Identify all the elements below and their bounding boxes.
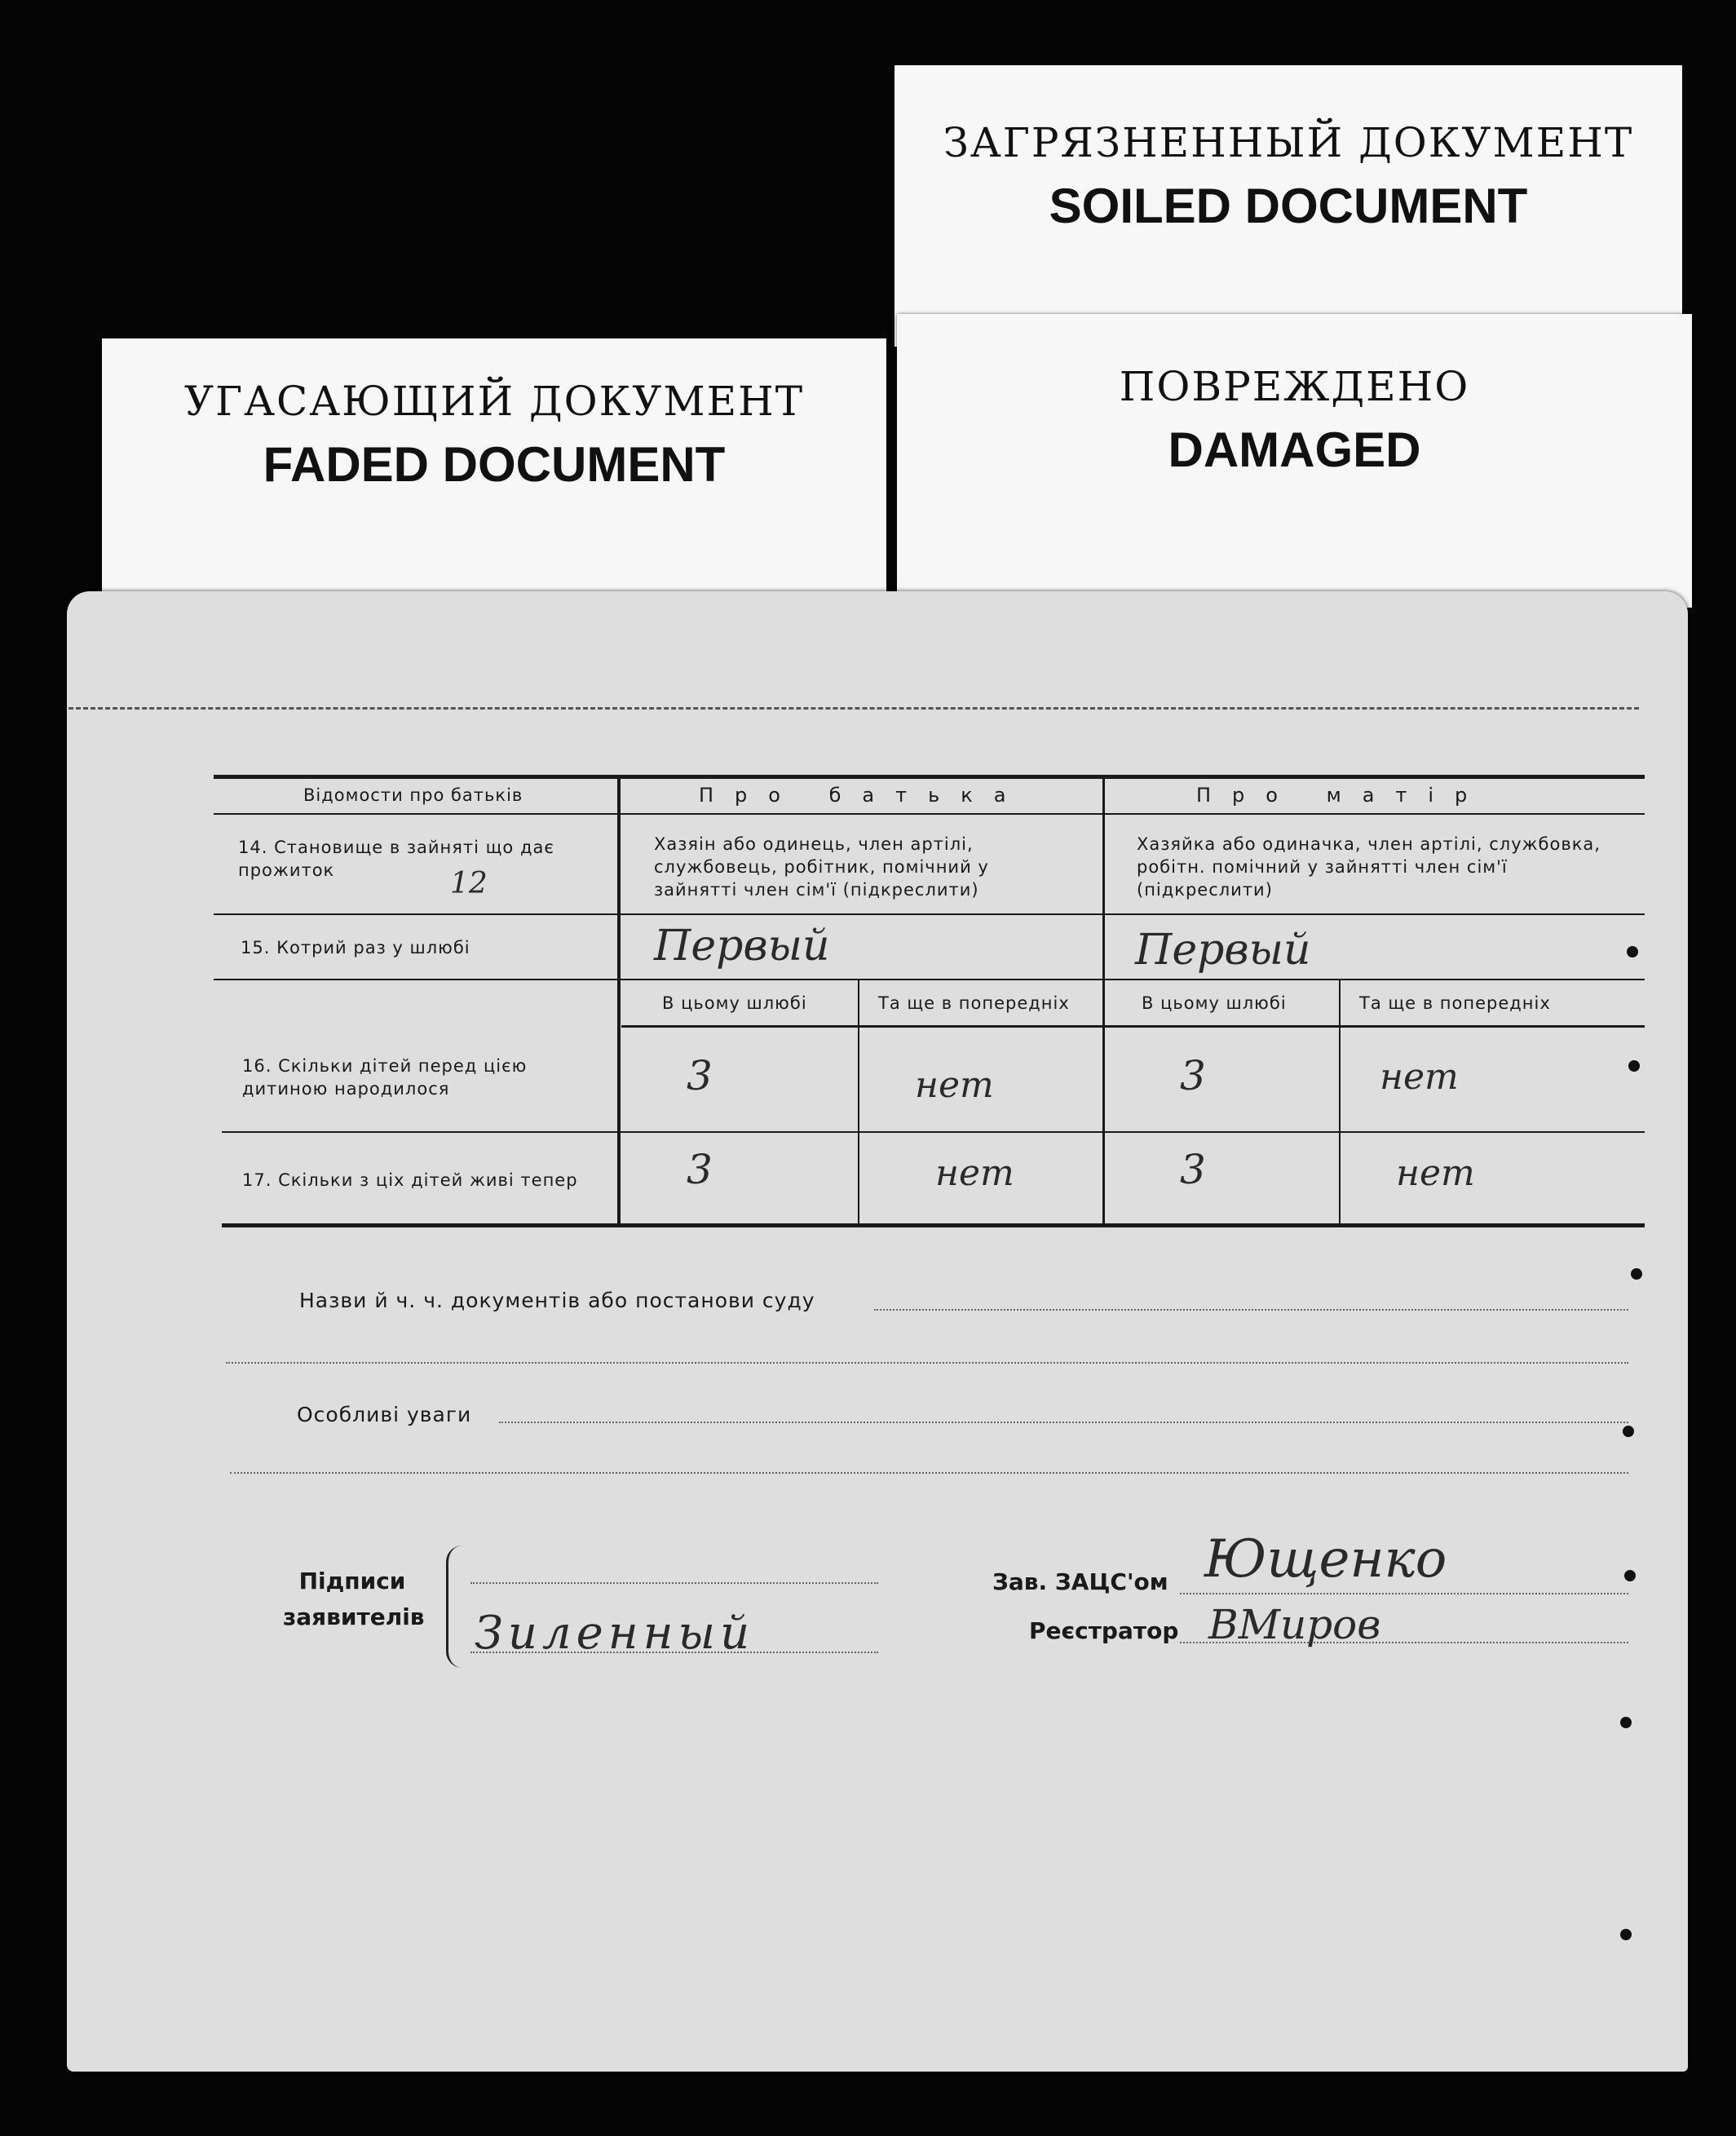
applicant-line-1 bbox=[470, 1582, 878, 1584]
punch-hole bbox=[1620, 1929, 1632, 1940]
row16-mother-prev: нет bbox=[1380, 1056, 1459, 1098]
remarks-label: Особливі уваги bbox=[297, 1403, 472, 1426]
subheader-mother-this: В цьому шлюбі bbox=[1142, 993, 1287, 1013]
row15-mother-value: Первый bbox=[1135, 926, 1311, 975]
head-line bbox=[1180, 1593, 1628, 1594]
perforation-line bbox=[68, 707, 1639, 710]
row16-father-this: 3 bbox=[687, 1052, 713, 1099]
remarks-line-2 bbox=[230, 1472, 1628, 1474]
row17-father-prev: нет bbox=[935, 1152, 1014, 1194]
row15-father-value: Первый bbox=[654, 922, 830, 971]
subheader-mother-prev: Та ще в попередніх bbox=[1359, 993, 1551, 1013]
header-mother: Про матір bbox=[1196, 784, 1489, 807]
row17-mother-this: 3 bbox=[1180, 1146, 1206, 1193]
header-info: Відомости про батьків bbox=[303, 785, 523, 805]
table-top-rule bbox=[214, 775, 1645, 779]
subheader-rule bbox=[621, 1025, 1645, 1028]
row15-rule bbox=[214, 979, 1645, 980]
row14-mother-options: Хазяйка або одиначка, член артілі, службовка, робітн. помічний у зайнятті член сім'ї (підкреслити) bbox=[1137, 834, 1601, 900]
remarks-line-1 bbox=[499, 1422, 1628, 1423]
header-father: Про батька bbox=[699, 784, 1027, 807]
form-sheet bbox=[67, 591, 1688, 2072]
punch-hole bbox=[1623, 1426, 1634, 1437]
table-col-divider-mother-sub bbox=[1339, 980, 1341, 1224]
table-header-rule bbox=[214, 813, 1645, 815]
table-col-divider-1 bbox=[617, 775, 621, 1225]
soiled-en-label: SOILED DOCUMENT bbox=[1049, 179, 1528, 233]
row14-label: 14. Становище в зайняті що дає прожиток bbox=[238, 838, 554, 880]
faded-document-card bbox=[102, 338, 886, 608]
row14-rule bbox=[214, 913, 1645, 915]
row14-handwritten: 12 bbox=[450, 867, 488, 900]
head-label: Зав. ЗАЦС'ом bbox=[992, 1568, 1168, 1595]
documents-line-2 bbox=[226, 1362, 1628, 1364]
subheader-father-this: В цьому шлюбі bbox=[662, 993, 807, 1013]
head-signature: Ющенко bbox=[1204, 1529, 1447, 1590]
row14-father-options: Хазяін або одинець, член артілі, службовець, робітник, помічний у зайнятті член сім'ї (підкреслити) bbox=[654, 834, 989, 900]
row16-father-prev: нет bbox=[915, 1064, 994, 1106]
faded-en-label: FADED DOCUMENT bbox=[263, 437, 726, 492]
damaged-document-card bbox=[897, 314, 1692, 608]
punch-hole bbox=[1620, 1717, 1632, 1728]
damaged-ru-label: ПОВРЕЖДЕНО bbox=[1119, 363, 1470, 410]
row17-mother-prev: нет bbox=[1396, 1152, 1475, 1194]
punch-hole bbox=[1624, 1570, 1636, 1581]
table-col-divider-father-sub bbox=[858, 980, 859, 1224]
soiled-ru-label: ЗАГРЯЗНЕННЫЙ ДОКУМЕНТ bbox=[943, 119, 1634, 166]
registrar-signature: ВМиров bbox=[1208, 1601, 1381, 1648]
registrar-label: Реєстратор bbox=[1029, 1617, 1179, 1644]
applicant-signature: Зиленный bbox=[475, 1607, 755, 1660]
documents-line-1 bbox=[874, 1309, 1628, 1311]
row17-father-this: 3 bbox=[687, 1146, 713, 1193]
soiled-document-card bbox=[895, 65, 1682, 347]
damaged-en-label: DAMAGED bbox=[1168, 422, 1421, 477]
row17-label: 17. Скільки з ціх дітей живі тепер bbox=[242, 1170, 578, 1190]
table-bottom-rule bbox=[222, 1223, 1645, 1227]
punch-hole bbox=[1628, 1060, 1640, 1072]
faded-ru-label: УГАСАЮЩИЙ ДОКУМЕНТ bbox=[183, 378, 805, 425]
row16-label: 16. Скільки дітей перед цією дитиною народилося bbox=[242, 1056, 528, 1099]
documents-label: Назви й ч. ч. документів або постанови суду bbox=[299, 1289, 815, 1312]
punch-hole bbox=[1627, 946, 1638, 957]
applicants-signature-label: Підписи заявителів bbox=[283, 1568, 425, 1630]
applicants-brace bbox=[446, 1546, 468, 1668]
table-col-divider-2 bbox=[1102, 775, 1105, 1225]
punch-hole bbox=[1631, 1268, 1642, 1280]
row16-mother-this: 3 bbox=[1180, 1052, 1206, 1099]
row16-rule bbox=[222, 1131, 1645, 1133]
subheader-father-prev: Та ще в попередніх bbox=[878, 993, 1070, 1013]
row15-label: 15. Котрий раз у шлюбі bbox=[241, 938, 470, 957]
